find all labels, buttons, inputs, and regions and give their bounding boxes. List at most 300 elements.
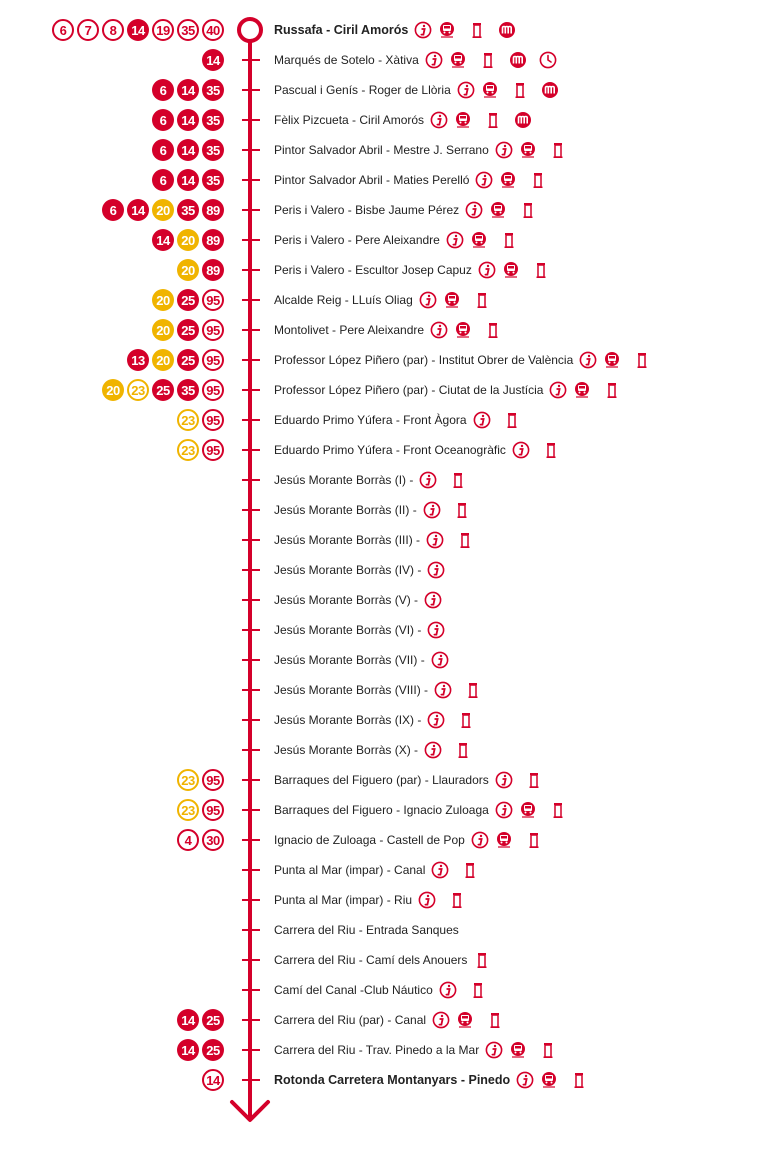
bus-icon [519, 141, 537, 159]
info-icon[interactable] [423, 501, 441, 519]
post-icon [549, 801, 567, 819]
stop-tick [242, 629, 260, 631]
stop-tick [242, 479, 260, 481]
line-badge-13[interactable]: 13 [127, 349, 149, 371]
line-badges [152, 169, 224, 191]
line-badge-14[interactable]: 14 [177, 1039, 199, 1061]
line-badges [152, 289, 224, 311]
line-badge-4[interactable]: 4 [177, 829, 199, 851]
stop-row [0, 765, 757, 795]
post-icon [461, 861, 479, 879]
line-badges [202, 1069, 224, 1091]
info-icon[interactable] [427, 561, 445, 579]
stop-name[interactable]: Montolivet - Pere Aleixandre [274, 323, 425, 337]
stop-label-group [274, 855, 479, 885]
stop-tick [242, 839, 260, 841]
line-badge-14[interactable]: 14 [177, 109, 199, 131]
stop-label-group [274, 75, 559, 105]
stop-tick [242, 509, 260, 511]
stop-label-group [274, 585, 442, 615]
line-badges [152, 109, 224, 131]
info-icon[interactable] [549, 381, 567, 399]
stop-row [0, 465, 757, 495]
stop-row [0, 555, 757, 585]
line-badge-40[interactable]: 40 [202, 19, 224, 41]
info-icon[interactable] [414, 21, 432, 39]
bus-icon [495, 831, 513, 849]
line-badge-19[interactable]: 19 [152, 19, 174, 41]
line-badge-23[interactable]: 23 [177, 799, 199, 821]
line-badge-14[interactable]: 14 [152, 229, 174, 251]
line-badge-7[interactable]: 7 [77, 19, 99, 41]
line-badge-14[interactable]: 14 [177, 79, 199, 101]
post-icon [484, 321, 502, 339]
line-badge-95[interactable]: 95 [202, 439, 224, 461]
bus-icon [449, 51, 467, 69]
stop-row [0, 435, 757, 465]
stop-name[interactable]: Peris i Valero - Escultor Josep Capuz [274, 263, 472, 277]
bus-icon [519, 801, 537, 819]
stop-tick [242, 1079, 260, 1081]
info-icon[interactable] [427, 621, 445, 639]
info-icon[interactable] [512, 441, 530, 459]
post-icon [570, 1071, 588, 1089]
stop-row [0, 885, 757, 915]
stop-row [0, 195, 757, 225]
line-badge-25[interactable]: 25 [177, 289, 199, 311]
line-badges [177, 799, 224, 821]
stop-label-group [274, 645, 449, 675]
stop-row [0, 225, 757, 255]
bus-icon [443, 291, 461, 309]
stop-label-group [274, 45, 557, 75]
bus-icon [509, 1041, 527, 1059]
stop-name[interactable]: Camí del Canal -Club Náutico [274, 983, 433, 997]
stop-row [0, 675, 757, 705]
line-badge-25[interactable]: 25 [177, 319, 199, 341]
line-badges [152, 229, 224, 251]
stop-tick [242, 419, 260, 421]
stop-name[interactable]: Rotonda Carretera Montanyars - Pinedo [274, 1073, 511, 1087]
stop-row [0, 855, 757, 885]
line-badge-35[interactable]: 35 [177, 199, 199, 221]
post-icon [454, 741, 472, 759]
line-badge-95[interactable]: 95 [202, 799, 224, 821]
info-icon[interactable] [446, 231, 464, 249]
line-badge-14[interactable]: 14 [177, 139, 199, 161]
line-badges [177, 769, 224, 791]
stop-label-group [274, 615, 445, 645]
post-icon [449, 471, 467, 489]
stop-tick [242, 389, 260, 391]
info-icon[interactable] [425, 51, 443, 69]
line-badge-6[interactable]: 6 [152, 139, 174, 161]
post-icon [603, 381, 621, 399]
stop-label-group [274, 405, 521, 435]
stop-name[interactable]: Professor López Piñero (par) - Institut Obrer de València [274, 353, 574, 367]
line-badge-35[interactable]: 35 [177, 19, 199, 41]
stop-tick [242, 989, 260, 991]
line-badges [102, 379, 224, 401]
line-badges [177, 1009, 224, 1031]
post-icon [457, 711, 475, 729]
info-icon[interactable] [439, 981, 457, 999]
info-icon[interactable] [432, 1011, 450, 1029]
stop-name[interactable]: Jesús Morante Borràs (VI) - [274, 623, 422, 637]
stop-label-group [274, 795, 567, 825]
stop-label-group [274, 1005, 504, 1035]
stop-tick [242, 599, 260, 601]
line-badge-95[interactable]: 95 [202, 409, 224, 431]
info-icon[interactable] [430, 111, 448, 129]
stop-tick [242, 569, 260, 571]
stop-label-group [274, 375, 621, 405]
line-badges [127, 349, 224, 371]
info-icon[interactable] [427, 711, 445, 729]
line-badges [177, 1039, 224, 1061]
stop-label-group [274, 885, 466, 915]
stop-name[interactable]: Barraques del Figuero - Ignacio Zuloaga [274, 803, 489, 817]
stop-name[interactable]: Punta al Mar (impar) - Riu [274, 893, 413, 907]
stop-name[interactable]: Jesús Morante Borràs (X) - [274, 743, 419, 757]
line-badge-30[interactable]: 30 [202, 829, 224, 851]
info-icon[interactable] [424, 741, 442, 759]
line-badge-20[interactable]: 20 [152, 349, 174, 371]
stop-name[interactable]: Carrera del Riu - Entrada Sanques [274, 923, 459, 937]
stop-tick [242, 869, 260, 871]
stop-name[interactable]: Russafa - Ciril Amorós [274, 23, 409, 37]
post-icon [525, 831, 543, 849]
stop-tick [242, 179, 260, 181]
line-badge-35[interactable]: 35 [202, 79, 224, 101]
stop-row [0, 315, 757, 345]
line-badges [177, 409, 224, 431]
stop-label-group [274, 555, 445, 585]
line-badge-89[interactable]: 89 [202, 199, 224, 221]
line-badge-23[interactable]: 23 [177, 769, 199, 791]
line-badge-35[interactable]: 35 [177, 379, 199, 401]
stop-tick [242, 689, 260, 691]
stop-row [0, 1005, 757, 1035]
post-icon [484, 111, 502, 129]
info-icon[interactable] [495, 801, 513, 819]
bus-icon [456, 1011, 474, 1029]
stop-label-group [274, 15, 516, 45]
info-icon[interactable] [495, 771, 513, 789]
line-badges [177, 439, 224, 461]
stop-tick [242, 269, 260, 271]
stop-tick [242, 749, 260, 751]
post-icon [633, 351, 651, 369]
post-icon [473, 951, 491, 969]
line-badge-95[interactable]: 95 [202, 319, 224, 341]
info-icon[interactable] [579, 351, 597, 369]
line-badges [177, 829, 224, 851]
line-badge-6[interactable]: 6 [152, 169, 174, 191]
info-icon[interactable] [430, 321, 448, 339]
line-badge-25[interactable]: 25 [202, 1009, 224, 1031]
post-icon [464, 681, 482, 699]
line-badge-20[interactable]: 20 [152, 289, 174, 311]
line-badge-95[interactable]: 95 [202, 289, 224, 311]
line-badge-25[interactable]: 25 [202, 1039, 224, 1061]
stop-label-group [274, 195, 537, 225]
stop-row [0, 585, 757, 615]
stop-row [0, 255, 757, 285]
line-badge-14[interactable]: 14 [202, 49, 224, 71]
stop-tick [242, 299, 260, 301]
metro-icon [509, 51, 527, 69]
stop-label-group [274, 735, 472, 765]
post-icon [500, 231, 518, 249]
line-badge-14[interactable]: 14 [202, 1069, 224, 1091]
info-icon[interactable] [516, 1071, 534, 1089]
metro-icon [514, 111, 532, 129]
info-icon[interactable] [473, 411, 491, 429]
stop-label-group [274, 1065, 588, 1095]
stop-name[interactable]: Eduardo Primo Yúfera - Front Oceanogràfic [274, 443, 506, 457]
info-icon[interactable] [475, 171, 493, 189]
info-icon[interactable] [424, 591, 442, 609]
stop-label-group [274, 345, 651, 375]
stop-row [0, 495, 757, 525]
line-badge-95[interactable]: 95 [202, 349, 224, 371]
stop-label-group [274, 285, 491, 315]
line-badge-20[interactable]: 20 [177, 259, 199, 281]
line-badge-20[interactable]: 20 [152, 199, 174, 221]
stop-row [0, 105, 757, 135]
post-icon [511, 81, 529, 99]
stop-row [0, 915, 757, 945]
stop-row [0, 135, 757, 165]
stop-tick [242, 1019, 260, 1021]
line-badge-6[interactable]: 6 [152, 109, 174, 131]
post-icon [473, 291, 491, 309]
stop-name[interactable]: Jesús Morante Borràs (V) - [274, 593, 419, 607]
bus-icon [470, 231, 488, 249]
line-badge-8[interactable]: 8 [102, 19, 124, 41]
bus-icon [573, 381, 591, 399]
line-badge-35[interactable]: 35 [202, 109, 224, 131]
stop-label-group [274, 705, 475, 735]
stop-row [0, 285, 757, 315]
clock-icon [539, 51, 557, 69]
stop-name[interactable]: Alcalde Reig - LLuís Oliag [274, 293, 413, 307]
post-icon [479, 51, 497, 69]
line-badge-89[interactable]: 89 [202, 259, 224, 281]
stop-tick [242, 959, 260, 961]
stop-tick [242, 59, 260, 61]
stop-label-group [274, 825, 543, 855]
stop-row [0, 165, 757, 195]
stop-name[interactable]: Carrera del Riu - Trav. Pinedo a la Mar [274, 1043, 480, 1057]
stop-name[interactable]: Marqués de Sotelo - Xàtiva [274, 53, 419, 67]
stop-name[interactable]: Eduardo Primo Yúfera - Front Àgora [274, 413, 467, 427]
bus-icon [454, 321, 472, 339]
post-icon [542, 441, 560, 459]
bus-icon [603, 351, 621, 369]
info-icon[interactable] [495, 141, 513, 159]
stop-name[interactable]: Pintor Salvador Abril - Mestre J. Serrano [274, 143, 489, 157]
stop-name[interactable]: Pascual i Genís - Roger de Llòria [274, 83, 451, 97]
stop-label-group [274, 495, 471, 525]
line-badge-14[interactable]: 14 [177, 1009, 199, 1031]
stop-tick [242, 449, 260, 451]
stop-tick [242, 329, 260, 331]
info-icon[interactable] [419, 291, 437, 309]
stop-tick [242, 809, 260, 811]
stop-row [0, 705, 757, 735]
bus-icon [438, 21, 456, 39]
post-icon [453, 501, 471, 519]
info-icon[interactable] [419, 471, 437, 489]
line-badge-14[interactable]: 14 [127, 19, 149, 41]
stop-label-group [274, 975, 487, 1005]
bus-icon [540, 1071, 558, 1089]
stop-name[interactable]: Pintor Salvador Abril - Maties Perelló [274, 173, 470, 187]
stop-name[interactable]: Jesús Morante Borràs (IX) - [274, 713, 422, 727]
post-icon [529, 171, 547, 189]
stop-name[interactable]: Jesús Morante Borràs (VII) - [274, 653, 425, 667]
line-badge-23[interactable]: 23 [177, 439, 199, 461]
stop-label-group [274, 435, 560, 465]
stop-tick [242, 239, 260, 241]
post-icon [448, 891, 466, 909]
stop-label-group [274, 225, 518, 255]
stop-name[interactable]: Jesús Morante Borràs (VIII) - [274, 683, 429, 697]
stop-tick [242, 209, 260, 211]
line-badges [152, 139, 224, 161]
line-badge-20[interactable]: 20 [152, 319, 174, 341]
stop-label-group [274, 165, 547, 195]
line-badge-95[interactable]: 95 [202, 769, 224, 791]
stop-tick [242, 659, 260, 661]
stop-tick [242, 359, 260, 361]
info-icon[interactable] [418, 891, 436, 909]
line-badge-35[interactable]: 35 [202, 169, 224, 191]
stop-row [0, 735, 757, 765]
line-badge-20[interactable]: 20 [177, 229, 199, 251]
line-badge-25[interactable]: 25 [177, 349, 199, 371]
stop-row [0, 1035, 757, 1065]
stop-label-group [274, 915, 459, 945]
line-badge-23[interactable]: 23 [177, 409, 199, 431]
stop-row [0, 75, 757, 105]
line-badge-6[interactable]: 6 [152, 79, 174, 101]
stop-tick [242, 149, 260, 151]
stop-row [0, 825, 757, 855]
info-icon[interactable] [478, 261, 496, 279]
info-icon[interactable] [431, 651, 449, 669]
stop-name[interactable]: Jesús Morante Borràs (III) - [274, 533, 421, 547]
stop-label-group [274, 945, 491, 975]
stop-row [0, 375, 757, 405]
line-badge-95[interactable]: 95 [202, 379, 224, 401]
post-icon [503, 411, 521, 429]
stop-label-group [274, 135, 567, 165]
stop-label-group [274, 1035, 557, 1065]
stop-row [0, 15, 757, 45]
stop-tick [242, 1049, 260, 1051]
stop-name[interactable]: Jesús Morante Borràs (IV) - [274, 563, 422, 577]
stop-name[interactable]: Barraques del Figuero (par) - Llauradors [274, 773, 489, 787]
stop-name[interactable]: Jesús Morante Borràs (I) - [274, 473, 414, 487]
stop-name[interactable]: Ignacio de Zuloaga - Castell de Pop [274, 833, 465, 847]
stop-label-group [274, 525, 474, 555]
stop-label-group [274, 105, 532, 135]
stop-row [0, 1065, 757, 1095]
line-badge-14[interactable]: 14 [177, 169, 199, 191]
stop-name[interactable]: Punta al Mar (impar) - Canal [274, 863, 426, 877]
stop-tick [242, 539, 260, 541]
stop-row [0, 405, 757, 435]
stop-tick [242, 719, 260, 721]
stop-row [0, 45, 757, 75]
info-icon[interactable] [465, 201, 483, 219]
line-badge-6[interactable]: 6 [52, 19, 74, 41]
stop-row [0, 945, 757, 975]
line-badges [202, 49, 224, 71]
post-icon [456, 531, 474, 549]
stop-row [0, 795, 757, 825]
stop-row [0, 645, 757, 675]
line-badge-23[interactable]: 23 [127, 379, 149, 401]
line-badge-14[interactable]: 14 [127, 199, 149, 221]
line-badge-6[interactable]: 6 [102, 199, 124, 221]
stop-label-group [274, 675, 482, 705]
stop-name[interactable]: Carrera del Riu (par) - Canal [274, 1013, 427, 1027]
line-badge-89[interactable]: 89 [202, 229, 224, 251]
line-badge-35[interactable]: 35 [202, 139, 224, 161]
metro-icon [541, 81, 559, 99]
info-icon[interactable] [434, 681, 452, 699]
line-badges [152, 319, 224, 341]
post-icon [519, 201, 537, 219]
info-icon[interactable] [485, 1041, 503, 1059]
info-icon[interactable] [431, 861, 449, 879]
stop-name[interactable]: Peris i Valero - Pere Aleixandre [274, 233, 440, 247]
line-badge-25[interactable]: 25 [152, 379, 174, 401]
post-icon [525, 771, 543, 789]
stop-name[interactable]: Jesús Morante Borràs (II) - [274, 503, 417, 517]
metro-icon [498, 21, 516, 39]
post-icon [549, 141, 567, 159]
info-icon[interactable] [426, 531, 444, 549]
info-icon[interactable] [471, 831, 489, 849]
line-badge-20[interactable]: 20 [102, 379, 124, 401]
stop-name[interactable]: Fèlix Pizcueta - Ciril Amorós [274, 113, 425, 127]
stop-row [0, 975, 757, 1005]
stop-tick [242, 779, 260, 781]
stop-name[interactable]: Carrera del Riu - Camí dels Anouers [274, 953, 468, 967]
stop-name[interactable]: Professor López Piñero (par) - Ciutat de la Justícia [274, 383, 544, 397]
stop-tick [242, 929, 260, 931]
post-icon [469, 981, 487, 999]
stop-tick [242, 899, 260, 901]
post-icon [532, 261, 550, 279]
bus-icon [499, 171, 517, 189]
line-badges [52, 19, 224, 41]
stop-label-group [274, 315, 502, 345]
info-icon[interactable] [457, 81, 475, 99]
stop-label-group [274, 465, 467, 495]
post-icon [468, 21, 486, 39]
stop-label-group [274, 255, 550, 285]
stop-tick [242, 89, 260, 91]
stop-name[interactable]: Peris i Valero - Bisbe Jaume Pérez [274, 203, 460, 217]
post-icon [486, 1011, 504, 1029]
bus-icon [481, 81, 499, 99]
